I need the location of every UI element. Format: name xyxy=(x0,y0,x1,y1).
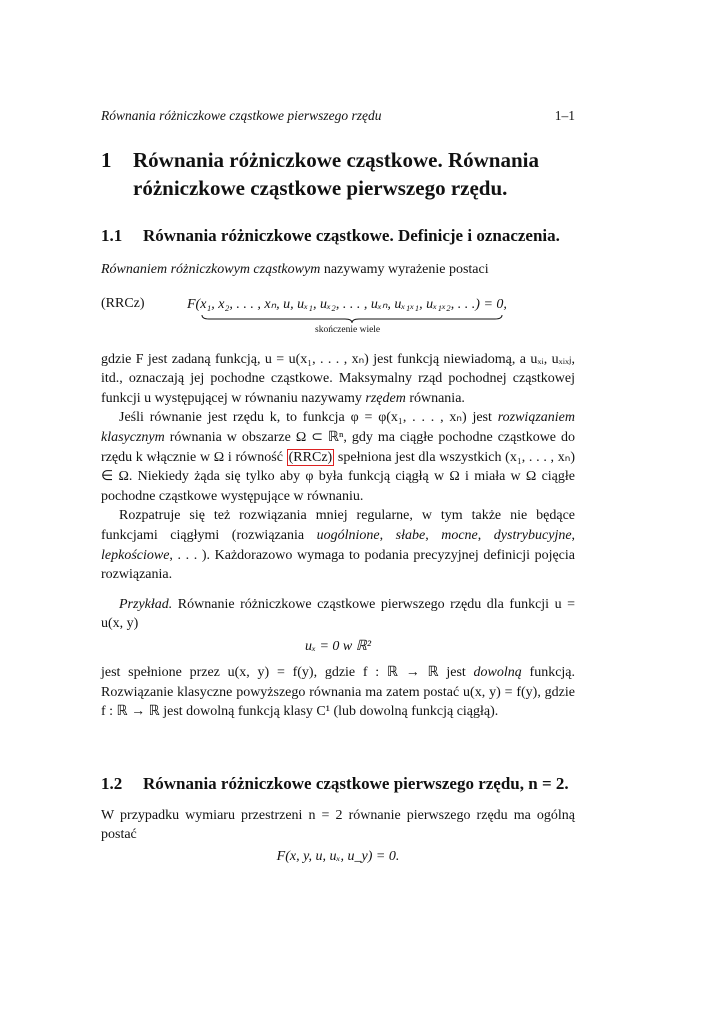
definition-term: Równaniem różniczkowym cząstkowym xyxy=(101,262,321,277)
paragraph-4 xyxy=(101,663,575,722)
running-title: Równania różniczkowe cząstkowe pierwszego rzędu xyxy=(101,108,382,123)
paragraph-1-text: gdzie F jest zadaną funkcją, u = u(x₁, . . . , xₙ) jest funkcją niewiadomą, a uₓᵢ, uₓᵢₓⱼ, itd., oznaczają jej pochodne cząstkowe. Maksymalny rząd pochodnej cząstkowej funkcji u występującej w równaniu nazywamy xyxy=(101,351,575,406)
example-paragraph xyxy=(101,595,575,634)
subsection-heading-1-1 xyxy=(101,224,575,248)
paragraph-5: W przypadku wymiaru przestrzeni n = 2 równanie pierwszego rzędu ma ogólną postać xyxy=(101,807,575,843)
running-header xyxy=(101,108,575,124)
section-number: 1 xyxy=(101,148,112,172)
example-text: Równanie różniczkowe cząstkowe pierwszego rzędu dla funkcji u = u(x, y) xyxy=(101,596,575,632)
paragraph-1-end: równania. xyxy=(405,390,465,406)
term-lepkosciowe: lepkościowe xyxy=(101,547,170,563)
general-form-equation: F(x, y, u, uₓ, u_y) = 0. xyxy=(276,848,400,864)
paragraph-2-a: Jeśli równanie jest rzędu k, to funkcja φ = φ(x₁, . . . , xₙ) jest xyxy=(119,410,498,426)
underbrace xyxy=(201,314,503,324)
separator: , xyxy=(425,527,442,543)
separator: , xyxy=(571,527,576,543)
example-equation: uₓ = 0 w ℝ² xyxy=(304,638,372,654)
paragraph-2-c: spełniona jest dla wszystkich (x₁, . . . , xₙ) ∈ Ω. Niekiedy żąda się tylko aby φ była funkcją ciągłą w Ω i miała w Ω ciągłe pochodne cząstkowe występujące w równaniu. xyxy=(101,449,575,504)
page-number: 1–1 xyxy=(554,108,575,123)
definition-intro-text: nazywamy wyrażenie postaci xyxy=(320,262,489,277)
equation-rrcz xyxy=(101,292,575,344)
section-heading xyxy=(101,146,575,202)
definition-intro xyxy=(101,260,575,280)
subsection-number: 1.1 xyxy=(101,226,123,245)
term-rzedem: rzędem xyxy=(365,390,406,406)
separator: , xyxy=(477,527,494,543)
separator: , xyxy=(379,527,396,543)
example-label: Przykład. xyxy=(119,596,173,612)
term-dystrybucyjne: dystrybucyjne xyxy=(493,527,572,543)
paragraph-3 xyxy=(101,506,575,584)
paragraph-3-a: Rozpatruje się też rozwiązania mniej regularne, w tym także nie będące funkcjami ciągłymi (rozwiązania xyxy=(101,508,575,543)
term-classical-solution: rozwiązaniem klasycznym xyxy=(101,410,575,445)
section-title: Równania różniczkowe cząstkowe. Równania różniczkowe cząstkowe pierwszego rzędu. xyxy=(133,148,539,200)
term-dowolna: dowolną xyxy=(473,664,522,680)
subsection-heading-1-2 xyxy=(101,772,575,796)
term-slabe: słabe xyxy=(395,527,426,543)
equation-formula: F(x₁, x₂, . . . , xₙ, u, uₓ₁, uₓ₂, . . . , uₓₙ, uₓ₁ₓ₁, uₓ₁ₓ₂, . . .) = 0, xyxy=(187,296,507,312)
paragraph-2-b: równania w obszarze Ω ⊂ ℝⁿ, gdy ma ciągłe pochodne cząstkowe do rzędu k włącznie w Ω i równość xyxy=(101,429,575,465)
paragraph-4-b: funkcją. Rozwiązanie klasyczne powyższego równania ma zatem postać u(x, y) = f(y), gdzie f : ℝ → ℝ jest dowolną funkcją klasy C¹ (lub dowolną funkcją ciągłą). xyxy=(101,664,576,720)
paragraph-1 xyxy=(101,350,575,409)
subsection-title: Równania różniczkowe cząstkowe pierwszego rzędu, n = 2. xyxy=(143,773,569,793)
equation-tag: (RRCz) xyxy=(101,295,145,311)
page-content xyxy=(101,108,575,873)
paragraph-4-a: jest spełnione przez u(x, y) = f(y), gdzie f : ℝ → ℝ jest xyxy=(101,664,474,680)
equation-reference-link[interactable]: (RRCz) xyxy=(288,449,333,465)
term-uogolnione: uogólnione xyxy=(316,527,380,543)
paragraph-3-b: , . . . ). Każdorazowo wymaga to podania precyzyjnej definicji pojęcia rozwiązania. xyxy=(101,547,575,583)
paragraph-2 xyxy=(101,408,575,506)
underbrace-label: skończenie wiele xyxy=(315,324,381,335)
term-mocne: mocne xyxy=(441,527,478,543)
subsection-number: 1.2 xyxy=(101,773,123,793)
subsection-title: Równania różniczkowe cząstkowe. Definicje i oznaczenia. xyxy=(143,226,560,245)
